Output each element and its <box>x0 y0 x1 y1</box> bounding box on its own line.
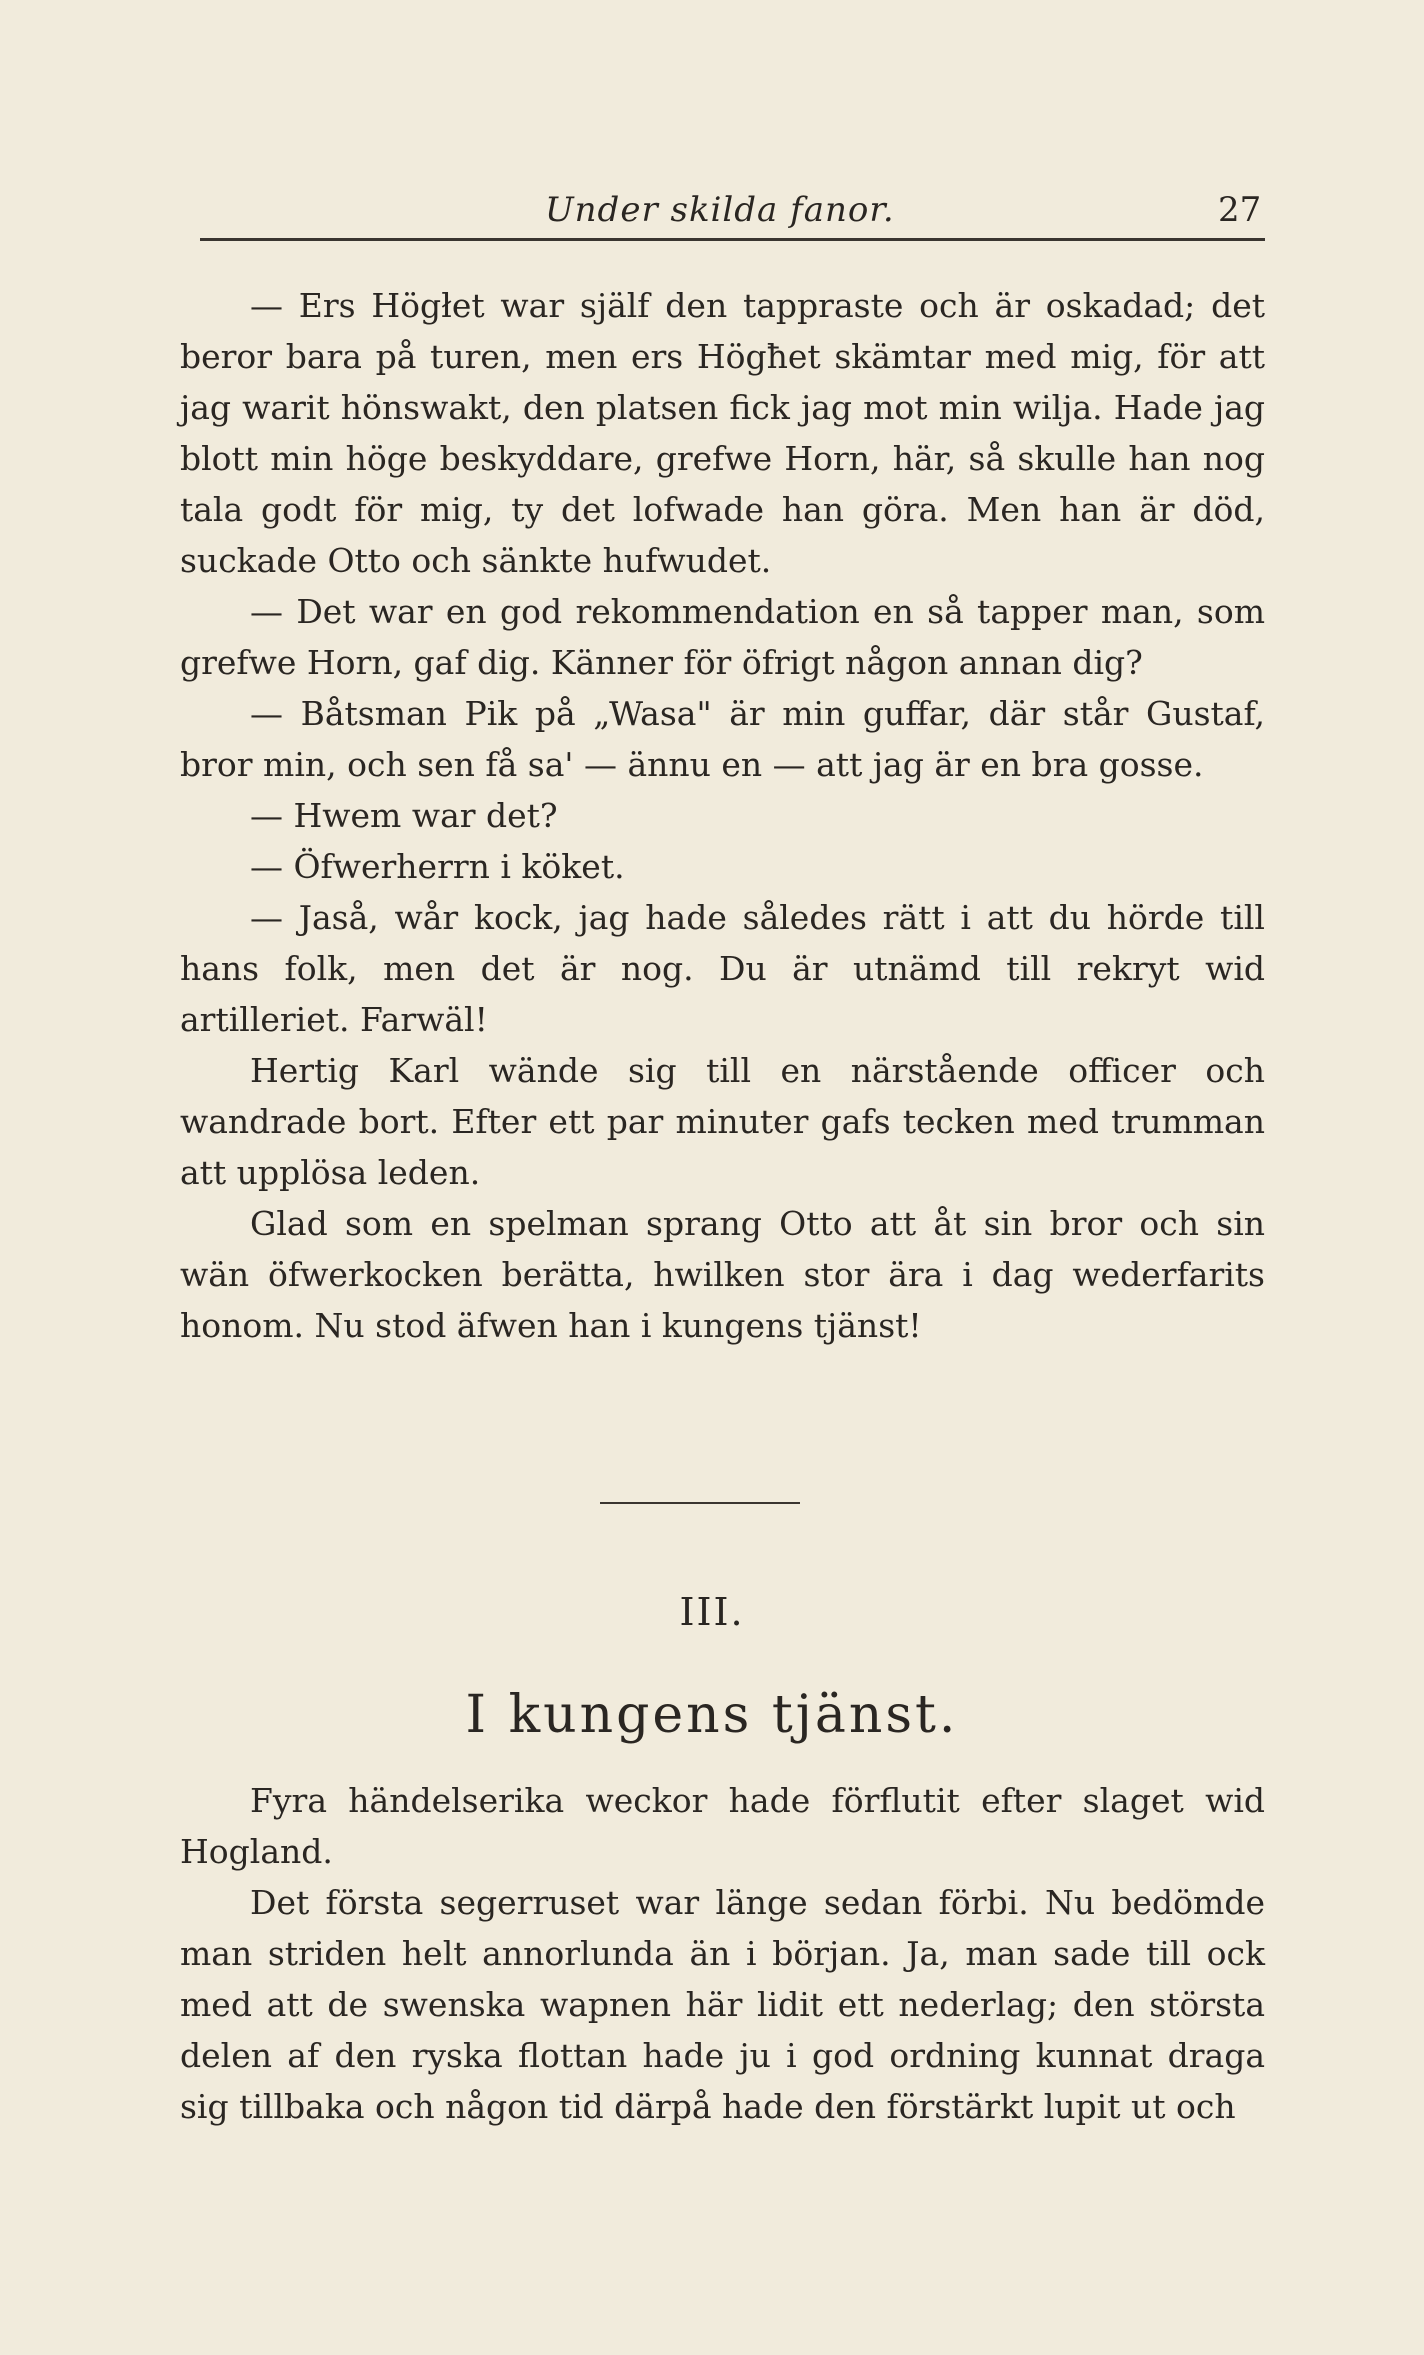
header-rule <box>200 238 1265 241</box>
chapter-body-text <box>180 1775 1265 2132</box>
paragraph: Fyra händelserika weckor hade förflutit efter slaget wid Hogland. <box>180 1781 1265 1871</box>
paragraph: — Jaså, wår kock, jag hade således rätt i att du hörde till hans folk, men det är nog. Du är utnämd till rekryt wid artilleriet. Farwäl! <box>180 898 1265 1039</box>
chapter-title: I kungens tjänst. <box>465 1685 959 1745</box>
paragraph: — Båtsman Pik på „Wasa" är min guffar, där står Gustaf, bror min, och sen få sa' — ännu en — att jag är en bra gosse. <box>180 694 1265 784</box>
paragraph: — Öfwerherrn i köket. <box>250 847 625 886</box>
page-number: 27 <box>1218 190 1262 230</box>
body-text <box>180 280 1265 1351</box>
section-divider <box>600 1502 800 1504</box>
paragraph: Det första segerruset war länge sedan förbi. Nu bedömde man striden helt annorlunda än i början. Ja, man sade till ock med att de swenska wapnen här lidit ett nederlag; den största delen af den ryska flottan hade ju i god ordning kunnat draga sig tillbaka och någon tid därpå hade den förstärkt lupit ut och <box>180 1883 1265 2126</box>
paragraph: Hertig Karl wände sig till en närstående officer och wandrade bort. Efter ett par minuter gafs tecken med trumman att upplösa leden. <box>180 1051 1265 1192</box>
running-title: Under skilda fanor. <box>545 190 895 230</box>
chapter-number: III. <box>679 1590 745 1634</box>
paragraph: — Hwem war det? <box>250 796 558 835</box>
paragraph: — Det war en god rekommendation en så tapper man, som grefwe Horn, gaf dig. Känner för öfrigt någon annan dig? <box>180 592 1265 682</box>
page-header <box>0 190 1424 240</box>
paragraph: — Ers Högłet war själf den tappraste och är oskadad; det beror bara på turen, men ers Högħet skämtar med mig, för att jag warit hönswakt, den platsen fick jag mot min wilja. Hade jag blott min höge beskyddare, grefwe Horn, här, så skulle han nog tala godt för mig, ty det lofwade han göra. Men han är död, suckade Otto och sänkte hufwudet. <box>180 286 1265 580</box>
paragraph: Glad som en spelman sprang Otto att åt sin bror och sin wän öfwerkocken berätta, hwilken stor ära i dag wederfarits honom. Nu stod äfwen han i kungens tjänst! <box>180 1204 1265 1345</box>
